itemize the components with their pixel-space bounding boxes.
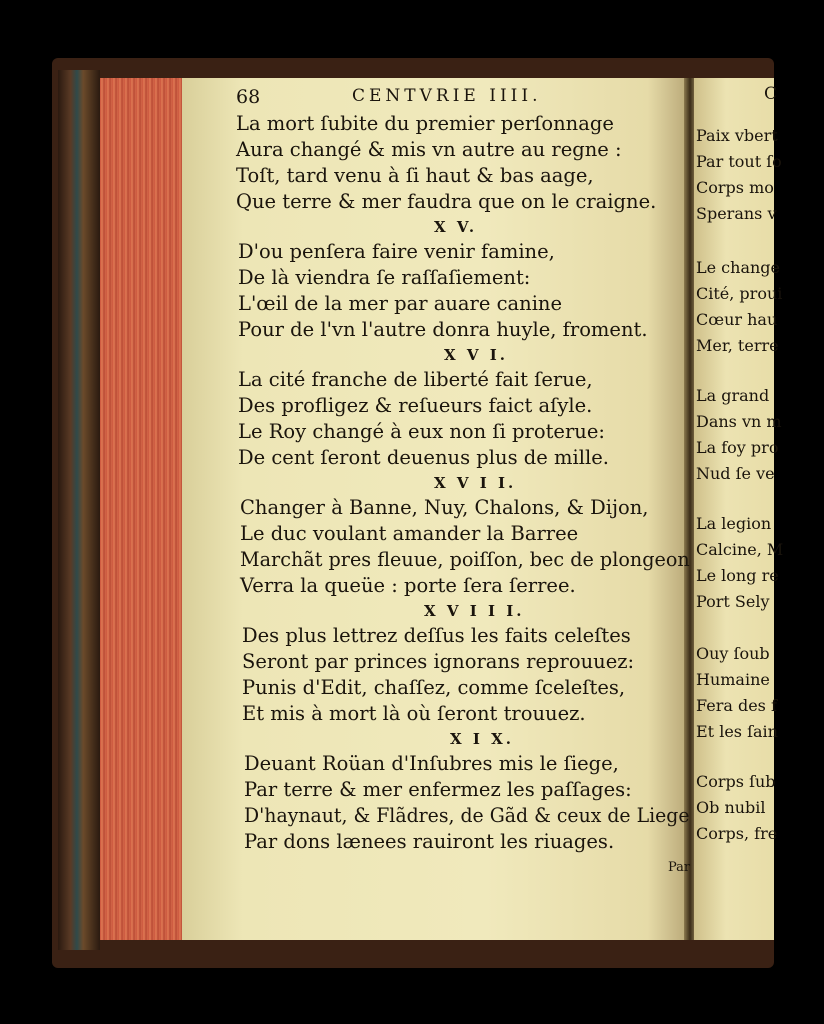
right-line: Mer, terre — [696, 336, 779, 355]
right-line: Ouy ſoub — [696, 644, 770, 663]
right-line: Et les ſain — [696, 722, 778, 741]
quatrain-number: X V. — [434, 218, 478, 236]
verse-line: Par terre & mer enfermez les paſſages: — [244, 778, 632, 801]
quatrain-number: X V I. — [444, 346, 508, 364]
verse-line: Que terre & mer faudra que on le craigne. — [236, 190, 657, 213]
right-line: Le long re — [696, 566, 779, 585]
right-line: Sperans v — [696, 204, 777, 223]
right-line: Nud ſe ve — [696, 464, 775, 483]
page-edges — [100, 78, 184, 940]
right-line: La grand — [696, 386, 770, 405]
right-line: Humaine — [696, 670, 770, 689]
right-line: Calcine, M — [696, 540, 784, 559]
right-line: Port Sely — [696, 592, 770, 611]
right-line: Ob nubil — [696, 798, 766, 817]
quatrain-number: X I X. — [450, 730, 514, 748]
verse-line: Pour de l'vn l'autre donra huyle, froment. — [238, 318, 648, 341]
verse-line: L'œil de la mer par auare canine — [238, 292, 563, 315]
book-spine — [58, 70, 100, 950]
verse-line: Marchãt pres fleuue, poiſſon, bec de plongeon — [240, 548, 690, 571]
right-line: Paix vbert — [696, 126, 778, 145]
right-line: Dans vn m — [696, 412, 782, 431]
verse-line: Des plus lettrez deſſus les faits celeſtes — [242, 624, 631, 647]
verse-line: Le duc voulant amander la Barree — [240, 522, 579, 545]
right-line: Le change — [696, 258, 780, 277]
right-line: Corps, fre — [696, 824, 778, 843]
verse-line: Par dons lænees rauiront les riuages. — [244, 830, 615, 853]
catchword: Par — [668, 860, 691, 875]
verse-line: D'haynaut, & Flãdres, de Gãd & ceux de Liege — [244, 804, 690, 827]
right-line: Corps mo — [696, 178, 774, 197]
right-line: Cité, proui — [696, 284, 783, 303]
verse-line: De là viendra ſe raſſaſiement: — [238, 266, 531, 289]
right-line: La legion — [696, 514, 772, 533]
right-line: La foy pro — [696, 438, 779, 457]
verse-line: Verra la queüe : porte ſera ſerree. — [240, 574, 576, 597]
right-line: Cœur hau — [696, 310, 778, 329]
verse-line: Et mis à mort là où ſeront trouuez. — [242, 702, 586, 725]
verse-line: Seront par princes ignorans reprouuez: — [242, 650, 635, 673]
verse-line: De cent ſeront deuenus plus de mille. — [238, 446, 609, 469]
verse-line: La mort ſubite du premier perſonnage — [236, 112, 614, 135]
verse-line: Des profligez & reſueurs faict aſyle. — [238, 394, 593, 417]
right-page — [694, 78, 784, 940]
right-line: Corps ſub — [696, 772, 776, 791]
running-head: CENTVRIE IIII. — [352, 86, 542, 106]
verse-line: Deuant Roüan d'Inſubres mis le ſiege, — [244, 752, 619, 775]
verse-line: Toſt, tard venu à ſi haut & bas aage, — [236, 164, 594, 187]
quatrain-number: X V I I. — [434, 474, 517, 492]
right-line: Fera des f — [696, 696, 777, 715]
verse-line: Le Roy changé à eux non ſi proterue: — [238, 420, 605, 443]
verse-line: La cité franche de liberté fait ſerue, — [238, 368, 593, 391]
quatrain-number: X V I I I. — [424, 602, 525, 620]
folio-number: 68 — [236, 86, 261, 108]
verse-line: D'ou penſera faire venir famine, — [238, 240, 555, 263]
verse-line: Aura changé & mis vn autre au regne : — [236, 138, 622, 161]
verse-line: Changer à Banne, Nuy, Chalons, & Dijon, — [240, 496, 649, 519]
right-line: Par tout ſo — [696, 152, 782, 171]
right-page-header: C — [764, 84, 778, 104]
verse-line: Punis d'Edit, chaſſez, comme ſceleſtes, — [242, 676, 626, 699]
